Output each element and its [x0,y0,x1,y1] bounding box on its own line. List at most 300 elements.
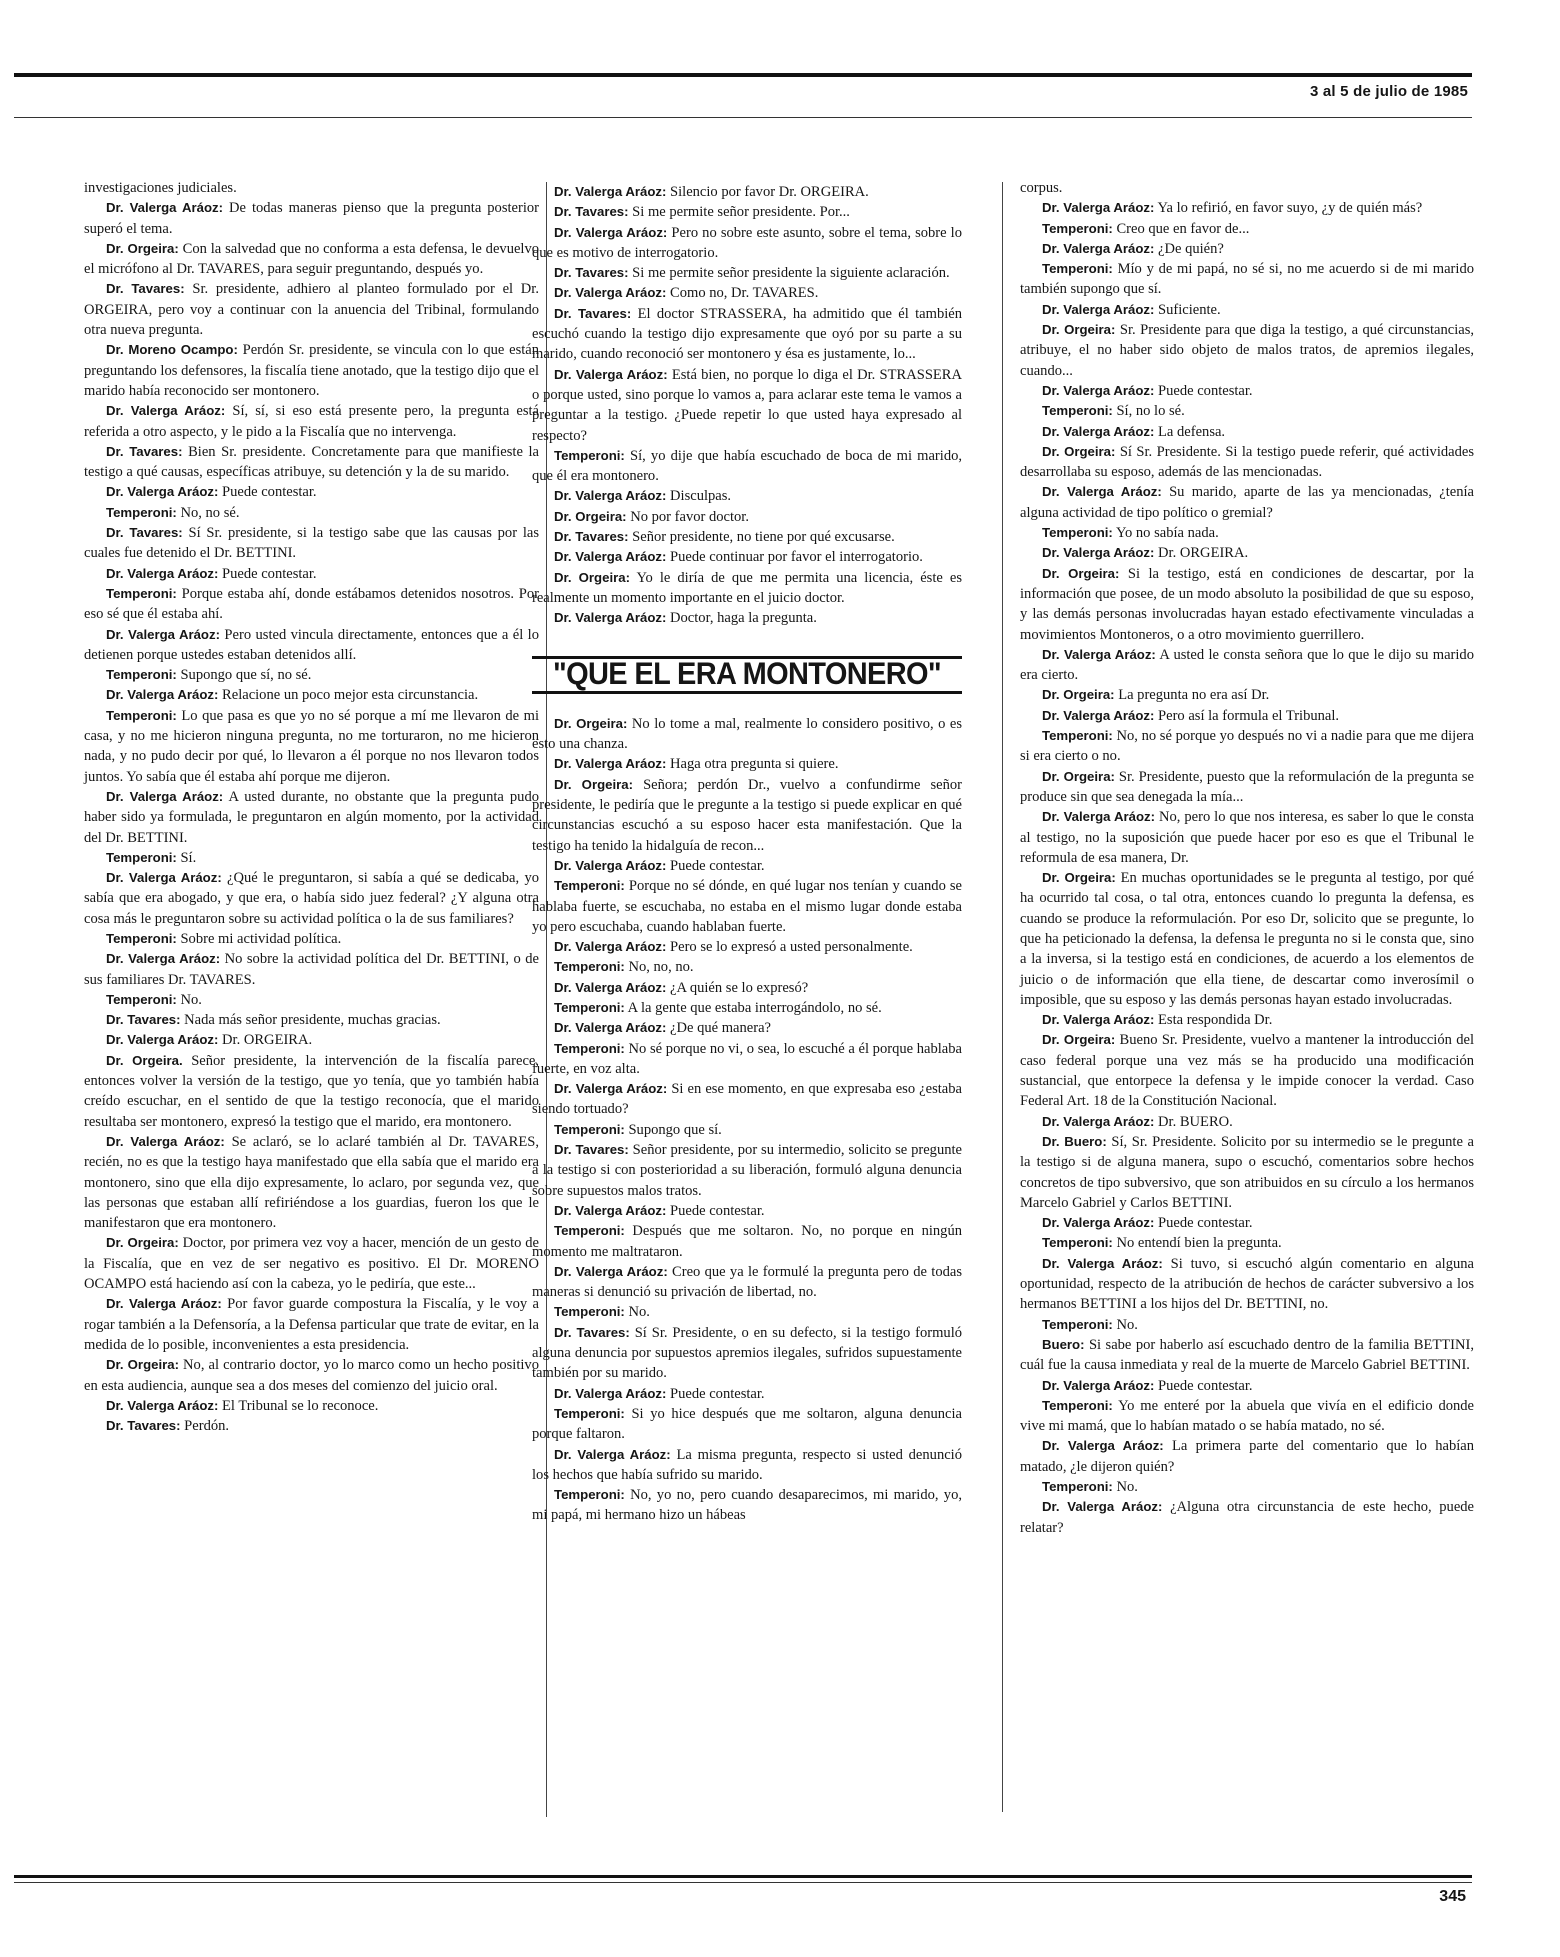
speaker-name: Dr. Valerga Aráoz: [554,366,668,382]
transcript-paragraph [1020,401,1474,421]
speaker-name: Dr. Valerga Aráoz: [106,200,224,216]
speech-text: Dr. ORGEIRA. [1158,545,1249,562]
speech-text: Sobre mi actividad política. [180,930,342,947]
transcript-paragraph [84,1132,539,1233]
speech-text: Señor presidente, no tiene por qué excusarse. [632,529,895,546]
transcript-paragraph [1020,1254,1474,1315]
transcript-paragraph [532,446,962,487]
transcript-paragraph [532,202,962,222]
speaker-name: Temperoni: [554,1304,625,1320]
transcript-paragraph [532,486,962,506]
speech-text: No, no sé porque yo después no vi a nadie para que me dijera si era cierto o no. [1020,728,1474,765]
transcript-paragraph [532,856,962,876]
speech-text: Nada más señor presidente, muchas gracias. [184,1012,441,1029]
transcript-paragraph [532,1221,962,1262]
transcript-paragraph [1020,1132,1474,1213]
speaker-name: Dr. Valerga Aráoz: [106,484,219,500]
speech-text: Si sabe por haberlo así escuchado dentro de la familia BETTINI, cuál fue la causa inmediata y real de la muerte de Marcelo Gabriel BETTINI. [1020,1336,1474,1374]
speech-text: Lo que pasa es que yo no sé porque a mí me llevaron de mi casa, y no me hicieron ninguna pregunta, no me torturaron, no me hicieron nada, y no pudo decir por qué, lo llevaron a él porque no nos llevaron todos juntos. Yo sabía que él estaba ahí porque me dijeron. [84,707,540,785]
transcript-paragraph [1020,726,1474,767]
speaker-name: Temperoni: [554,1405,625,1421]
speech-text: Supongo que sí. [628,1121,722,1138]
speech-text: No, yo no, pero cuando desaparecimos, mi marido, yo, mi papá, mi hermano hizo un hábeas [532,1487,962,1524]
speaker-name: Dr. Valerga Aráoz: [106,1397,219,1413]
transcript-paragraph [1020,523,1474,543]
transcript-paragraph [1020,1030,1474,1111]
transcript-paragraph [1020,300,1474,320]
speech-text: ¿De quién? [1158,240,1224,257]
speaker-name: Temperoni: [1042,1235,1113,1251]
speaker-name: Dr. Valerga Aráoz: [554,939,667,955]
speaker-name: Dr. Valerga Aráoz: [1042,1012,1155,1028]
transcript-paragraph [532,304,962,365]
page-number: 345 [1439,1888,1466,1905]
transcript-paragraph [532,1323,962,1384]
speech-text: Mío y de mi papá, no sé si, no me acuerdo si de mi marido también supongo que sí. [1020,261,1474,298]
speech-text: Su marido, aparte de las ya mencionadas, ¿tenía alguna actividad de tipo político o gremial? [1020,484,1474,521]
speech-text: No entendí bien la pregunta. [1116,1235,1282,1252]
speech-text: Puede contestar. [670,1202,765,1219]
transcript-paragraph [84,1051,539,1132]
speaker-name: Dr. Orgeira: [106,1357,179,1373]
transcript-paragraph [1020,1436,1474,1477]
speaker-name: Dr. Valerga Aráoz: [106,565,219,581]
transcript-paragraph [1020,1396,1474,1437]
speech-text: Como no, Dr. TAVARES. [670,285,819,302]
transcript-paragraph [1020,1477,1474,1497]
speaker-name: Dr. Valerga Aráoz: [1042,1113,1155,1129]
speech-text: Pero no sobre este asunto, sobre el tema, sobre lo que es motivo de interrogatorio. [532,224,963,261]
speech-text: Puede contestar. [222,565,317,582]
speaker-name: Dr. Valerga Aráoz: [554,1020,667,1036]
speech-text: En muchas oportunidades se le pregunta al testigo, por qué ha ocurrido tal cosa, o tal otra, entonces cuando lo pregunta la defensa, es cuando se produce la reformulación. Por eso Dr, solicito que se pregunte, lo que ha peticionado la defensa, la defensa le pregunta no si le consta que, sino a la inversa, si la testigo está en condiciones, de acuerdo a los elementos de juicio o de información que ella tiene, de descartar como inverosímil o imposible, que su esposo y las demás personas hayan estado involucradas. [1020,870,1474,1008]
speaker-name: Dr. Orgeira: [1042,768,1115,784]
speaker-name: Dr. Tavares: [106,1418,181,1434]
speaker-name: Dr. Valerga Aráoz: [1042,382,1155,398]
speaker-name: Dr. Tavares: [554,529,629,545]
speech-text: Sr. presidente, adhiero al planteo formulado por el Dr. ORGEIRA, pero voy a continuar con la anuencia del Tribinal, formulando otra nueva pregunta. [84,281,539,339]
speaker-name: Dr. Tavares: [554,1142,629,1158]
speaker-name: Temperoni: [1042,1397,1113,1413]
speech-text: Sr. Presidente para que diga la testigo, a qué circunstancias, atribuye, el no haber sido objeto de malos tratos, de apremios ilegales, cuando... [1020,322,1475,379]
transcript-paragraph [84,868,539,929]
column-1 [84,178,539,1436]
speaker-name: Dr. Valerga Aráoz: [106,626,220,642]
speaker-name: Dr. Valerga Aráoz: [1042,1215,1155,1231]
speech-text: A la gente que estaba interrogándolo, no sé. [627,999,882,1016]
transcript-paragraph [84,1233,539,1294]
transcript-paragraph [1020,239,1474,259]
speech-text: Señora; perdón Dr., vuelvo a confundirme señor presidente, le pediría que le pregunte a la testigo si puede explicar en qué circunstancias escuchó a su esposo hacer esta manifestación. Que la testigo ha tenido la hidalguía de recon... [532,776,963,854]
transcript-paragraph [84,625,539,666]
speech-text: A usted le consta señora que lo que le dijo su marido era cierto. [1020,646,1474,684]
transcript-paragraph [532,547,962,567]
speaker-name: Dr. Orgeira: [1042,870,1116,886]
speech-text: Yo me enteré por la abuela que vivía en el edificio donde vive mi mamá, que lo habían matado o se había matado, no sé. [1020,1397,1474,1435]
speaker-name: Dr. Moreno Ocampo: [106,342,238,358]
speech-text: Doctor, por primera vez voy a hacer, mención de un gesto de la Fiscalía, que en vez de ser negativo es positivo. El Dr. MORENO OCAMPO está haciendo así con la cabeza, yo le pediría, que este... [84,1235,539,1293]
speaker-name: Dr. Valerga Aráoz: [554,756,667,772]
transcript-paragraph [532,714,962,755]
transcript-paragraph [532,1018,962,1038]
speaker-name: Temperoni: [1042,1479,1113,1494]
footer-rule-thin [14,1882,1472,1883]
transcript-paragraph [1020,320,1474,381]
transcript-paragraph [1020,706,1474,726]
speaker-name: Temperoni: [554,1487,625,1503]
speech-text: Creo que en favor de... [1116,220,1250,237]
speaker-name: Dr. Valerga Aráoz: [1042,240,1155,256]
speech-text: Sí. [180,849,197,866]
transcript-paragraph [84,1416,539,1436]
speaker-name: Dr. Valerga Aráoz: [1042,423,1155,439]
transcript-paragraph [84,239,539,280]
speech-text: Dr. ORGEIRA. [222,1032,313,1049]
speech-text: Bueno Sr. Presidente, vuelvo a mantener la introducción del caso federal porque una vez más se ha producido una modificación sustancial, que entorpece la defensa y le impide conocer la verdad. Caso Federal Art. 18 de la Constitución Nacional. [1020,1032,1474,1110]
transcript-paragraph [84,1294,539,1355]
column-2-lower [532,714,962,1526]
speech-text: Haga otra pregunta si quiere. [670,756,839,773]
transcript-paragraph [532,1201,962,1221]
speech-text: Sí, Sr. Presidente. Solicito por su intermedio se le pregunte a la testigo si de alguna manera, supo o escuchó, comentarios sobre hechos concretos de tipo subversivo, que son atribuidos en su círculo a los hermanos Marcelo Gabriel y Carlos BETTINI. [1020,1133,1475,1211]
transcript-paragraph [84,929,539,949]
transcript-paragraph [532,223,962,264]
speech-text: Se aclaró, se lo aclaré también al Dr. TAVARES, recién, no es que la testigo haya manifestado que ella sabía que el marido era montonero, sino que ella dijo expresamente, lo aclaro, por segunda vez, que las personas que estaban allí refiriéndose a los guardias, fueron los que le manifestaron que era montonero. [84,1133,540,1232]
transcript-paragraph [84,178,539,198]
transcript-paragraph [84,787,539,848]
speaker-name: Dr. Orgeira: [1042,687,1115,703]
transcript-paragraph [84,442,539,483]
speaker-name: Temperoni: [554,959,625,975]
speech-text: Señor presidente, por su intermedio, solicito se pregunte a la testigo si con posterioridad a su liberación, formuló alguna denuncia sobre supuestos malos tratos. [532,1142,963,1199]
transcript-paragraph [532,937,962,957]
column-2 [532,182,962,1526]
transcript-paragraph [532,1079,962,1120]
transcript-paragraph [532,978,962,998]
speech-text: Si me permite señor presidente la siguiente aclaración. [632,265,950,282]
speech-text: Si en ese momento, en que expresaba eso ¿estaba siendo tortuado? [532,1081,962,1118]
transcript-paragraph [84,523,539,564]
transcript-paragraph [84,279,539,340]
speaker-name: Temperoni: [554,999,625,1015]
speaker-name: Temperoni: [554,1121,625,1137]
transcript-paragraph [84,564,539,584]
speaker-name: Dr. Orgeira: [554,776,633,792]
speech-text: Puede contestar. [222,484,317,501]
transcript-paragraph [84,1030,539,1050]
speaker-name: Dr. Orgeira: [1042,565,1120,581]
transcript-paragraph [1020,1497,1474,1538]
speaker-name: Dr. Tavares: [554,1324,630,1340]
speaker-name: Dr. Valerga Aráoz: [1042,1438,1164,1454]
speech-text: Relacione un poco mejor esta circunstancia. [222,687,479,704]
speech-text: No sé porque no vi, o sea, lo escuché a él porque hablaba fuerte, en voz alta. [532,1040,962,1077]
transcript-paragraph [1020,767,1474,808]
transcript-paragraph [1020,219,1474,239]
speaker-name: Dr. Valerga Aráoz: [554,184,667,199]
speech-text: La defensa. [1158,423,1226,440]
column-3 [1020,178,1474,1538]
speaker-name: Dr. Tavares: [106,281,185,297]
speaker-name: Dr. Valerga Aráoz: [554,1263,668,1279]
transcript-paragraph [1020,685,1474,705]
transcript-paragraph [532,957,962,977]
transcript-paragraph [532,1140,962,1201]
speaker-name: Dr. Tavares: [554,204,629,220]
speaker-name: Temperoni: [106,504,177,520]
speech-text: Pero así la formula el Tribunal. [1158,707,1340,724]
speech-text: Después que me soltaron. No, no porque en ningún momento me maltrataron. [532,1223,963,1260]
speaker-name: Dr. Orgeira. [106,1052,183,1068]
transcript-paragraph [1020,1376,1474,1396]
speaker-name: Dr. Valerga Aráoz: [106,1133,225,1149]
speech-text: La primera parte del comentario que lo habían matado, ¿le dijeron quién? [1020,1438,1474,1475]
transcript-paragraph [84,1010,539,1030]
speech-text: No sobre la actividad política del Dr. BETTINI, o de sus familiares Dr. TAVARES. [84,951,539,988]
speaker-name: Temperoni: [106,991,177,1007]
speech-text: Suficiente. [1158,301,1221,318]
speech-text: investigaciones judiciales. [84,180,237,196]
speaker-name: Dr. Orgeira: [554,715,628,731]
speaker-name: Dr. Valerga Aráoz: [1042,707,1155,723]
speech-text: Sí, sí, si eso está presente pero, la pregunta está referida a otro aspecto, y le pido a la Fiscalía que no intervenga. [84,403,539,440]
speaker-name: Dr. Valerga Aráoz: [1042,809,1156,825]
transcript-paragraph [532,527,962,547]
speech-text: Creo que ya le formulé la pregunta pero de todas maneras si denunció su privación de libertad, no. [532,1263,962,1301]
speaker-name: Dr. Valerga Aráoz: [554,549,667,565]
transcript-paragraph [1020,1335,1474,1376]
speech-text: Sí Sr. Presidente, o en su defecto, si la testigo formuló alguna denuncia por supuestos apremios ilegales, sufridos supuestamente también por su marido. [532,1324,963,1382]
transcript-paragraph [1020,1112,1474,1132]
transcript-paragraph [532,1384,962,1404]
speaker-name: Dr. Orgeira: [554,508,627,524]
transcript-paragraph [84,503,539,523]
speech-text: Supongo que sí, no sé. [180,667,312,684]
speech-text: Yo no sabía nada. [1115,525,1219,542]
transcript-paragraph [84,685,539,705]
transcript-paragraph [532,876,962,937]
speaker-name: Temperoni: [1042,261,1113,277]
speech-text: ¿De qué manera? [670,1020,771,1037]
transcript-paragraph [84,340,539,401]
speech-text: No por favor doctor. [630,508,749,525]
speech-text: No, no, no. [628,959,694,976]
speech-text: A usted durante, no obstante que la pregunta pudo haber sido ya formulada, le preguntaron en algún momento, por la actividad del Dr. BETTINI. [84,788,539,846]
speaker-name: Dr. Valerga Aráoz: [106,1032,219,1048]
speaker-name: Dr. Tavares: [106,1012,181,1028]
speaker-name: Dr. Valerga Aráoz: [554,224,668,240]
transcript-paragraph [1020,564,1474,645]
speaker-name: Dr. Tavares: [554,305,632,321]
speaker-name: Temperoni: [554,1223,625,1239]
speaker-name: Dr. Valerga Aráoz: [106,687,219,703]
transcript-paragraph [532,365,962,446]
speech-text: ¿Alguna otra circunstancia de este hecho, puede relatar? [1020,1499,1475,1536]
speaker-name: Dr. Valerga Aráoz: [554,1081,668,1097]
transcript-paragraph [532,507,962,527]
speaker-name: Dr. Valerga Aráoz: [554,857,667,873]
transcript-paragraph [532,608,962,628]
speech-text: Sr. Presidente, puesto que la reformulación de la pregunta se produce sin que sea denegada la mía... [1020,768,1474,805]
speech-text: Sí Sr. presidente, si la testigo sabe que las causas por las cuales fue detenido el Dr. BETTINI. [84,525,539,562]
transcript-paragraph [84,1396,539,1416]
speaker-name: Dr. Valerga Aráoz: [106,403,226,419]
speaker-name: Dr. Orgeira: [1042,322,1116,338]
footer-rule [14,1875,1472,1878]
speech-text: ¿Qué le preguntaron, si sabía a qué se dedicaba, yo sabía que era abogado, y que era, o había sido juez federal? ¿Y alguna otra cosa más le preguntaron sobre su actividad política o la de sus familiares? [84,870,539,927]
speaker-name: Dr. Valerga Aráoz: [554,285,667,301]
transcript-paragraph [532,1039,962,1080]
speaker-name: Dr. Tavares: [106,525,183,541]
speech-text: Yo le diría de que me permita una licencia, éste es realmente un momento importante en el juicio doctor. [532,569,962,606]
speech-text: Silencio por favor Dr. ORGEIRA. [670,184,869,200]
speaker-name: Dr. Valerga Aráoz: [554,488,667,504]
transcript-paragraph [532,263,962,283]
transcript-paragraph [532,283,962,303]
speech-text: No, al contrario doctor, yo lo marco como un hecho positivo en esta audiencia, aunque sea a dos meses del comienzo del juicio oral. [84,1357,539,1394]
speech-text: No. [180,991,202,1008]
transcript-paragraph [1020,442,1474,483]
transcript-paragraph [1020,482,1474,523]
speech-text: Si yo hice después que me soltaron, alguna denuncia porque faltaron. [532,1405,962,1443]
transcript-paragraph [1020,1010,1474,1030]
speech-text: De todas maneras pienso que la pregunta posterior superó el tema. [84,200,539,237]
speech-text: Sí, yo dije que había escuchado de boca de mi marido, que él era montonero. [532,447,962,485]
speaker-name: Temperoni: [106,585,177,601]
transcript-paragraph [532,1445,962,1486]
transcript-paragraph [532,998,962,1018]
speaker-name: Temperoni: [106,849,177,865]
transcript-paragraph [1020,1233,1474,1253]
transcript-paragraph [532,1404,962,1445]
speech-text: corpus. [1020,180,1063,196]
transcript-paragraph [532,1120,962,1140]
speaker-name: Dr. Valerga Aráoz: [554,979,667,995]
transcript-paragraph [532,775,962,856]
speech-text: Puede contestar. [670,857,765,874]
speaker-name: Dr. Valerga Aráoz: [554,1385,667,1401]
speaker-name: Temperoni: [1042,1316,1113,1332]
speaker-name: Dr. Valerga Aráoz: [1042,545,1155,561]
transcript-paragraph [84,401,539,442]
transcript-paragraph [532,1485,962,1526]
speech-text: Puede contestar. [1158,1215,1253,1232]
speech-text: Pero usted vincula directamente, entonces que a él lo detienen porque ustedes estaban detenidos allí. [84,626,539,663]
transcript-paragraph [532,182,962,202]
transcript-paragraph [84,990,539,1010]
speech-text: El Tribunal se lo reconoce. [222,1397,379,1414]
transcript-paragraph [1020,381,1474,401]
transcript-paragraph [84,706,539,787]
speech-text: Esta respondida Dr. [1158,1012,1273,1029]
speaker-name: Temperoni: [106,930,177,946]
transcript-paragraph [1020,543,1474,563]
speaker-name: Dr. Orgeira: [554,569,630,585]
transcript-paragraph [532,754,962,774]
speech-text: Está bien, no porque lo diga el Dr. STRASSERA o porque usted, sino porque lo vamos a, para aclarar este tema le vamos a preguntar a la testigo. ¿Puede repetir lo que usted haya expresado al respecto? [532,366,962,444]
transcript-paragraph [84,1355,539,1396]
speaker-name: Dr. Valerga Aráoz: [554,1446,671,1462]
speech-text: Doctor, haga la pregunta. [670,610,817,627]
speech-text: Pero se lo expresó a usted personalmente. [670,939,913,956]
speech-text: El doctor STRASSERA, ha admitido que él también escuchó cuando la testigo dijo expresamente que oyó por su parte a su marido, cuando reconoció ser montonero y ésa es justamente, lo... [532,305,963,363]
speaker-name: Dr. Valerga Aráoz: [1042,200,1155,216]
speaker-name: Buero: [1042,1336,1085,1352]
transcript-paragraph [84,949,539,990]
speech-text: Por favor guarde compostura la Fiscalía, y le voy a rogar también a la Defensoría, a la Defensa particular que trate de evitar, en la medida de lo posible, inconvenientes a esta presidencia. [84,1296,539,1353]
section-heading-box [532,656,962,694]
speaker-name: Dr. Valerga Aráoz: [106,870,222,886]
transcript-paragraph [84,482,539,502]
speech-text: Sí, no lo sé. [1116,403,1185,420]
speech-text: Perdón Sr. presidente, se vincula con lo que están preguntando los defensores, la fiscalía tiene anotado, que la testigo dijo que el marido había reconocido ser montonero. [84,342,539,399]
speaker-name: Temperoni: [554,1040,625,1056]
speech-text: Perdón. [184,1418,230,1435]
speech-text: Señor presidente, la intervención de la fiscalía parece, entonces volver la versión de la testigo, que yo tenía, que yo también había creído escuchar, en el sentido de que la testigo reconocía, que el marido resultaba ser montonero, expresó la testigo que el marido, era montonero. [84,1052,539,1130]
speech-text: No. [628,1304,650,1321]
transcript-paragraph [532,1262,962,1303]
speaker-name: Dr. Valerga Aráoz: [106,788,224,804]
speech-text: No. [1116,1316,1138,1333]
speech-text: Bien Sr. presidente. Concretamente para que manifieste la testigo a qué causas, específicas atribuye, su detención y la de su marido. [84,443,539,481]
speaker-name: Temperoni: [1042,403,1113,419]
speech-text: Sí Sr. Presidente. Si la testigo puede referir, qué actividades desarrollaba su esposo, además de las mencionadas. [1020,443,1474,481]
speaker-name: Dr. Valerga Aráoz: [1042,646,1156,662]
speech-text: Si me permite señor presidente. Por... [632,204,850,221]
transcript-paragraph [1020,178,1474,198]
speech-text: Porque estaba ahí, donde estábamos detenidos nosotros. Por eso sé que él estaba ahí. [84,585,540,623]
speech-text: No, no sé. [180,504,240,521]
speaker-name: Dr. Valerga Aráoz: [1042,484,1162,500]
speaker-name: Dr. Buero: [1042,1133,1107,1149]
speaker-name: Temperoni: [106,667,177,683]
speech-text: Puede contestar. [1158,1377,1253,1394]
speaker-name: Dr. Valerga Aráoz: [554,1202,667,1218]
speech-text: No. [1116,1479,1138,1495]
speaker-name: Dr. Orgeira: [1042,1032,1116,1048]
transcript-paragraph [84,665,539,685]
transcript-paragraph [1020,259,1474,300]
speaker-name: Dr. Tavares: [106,443,183,459]
speaker-name: Temperoni: [106,707,177,723]
speaker-name: Dr. Valerga Aráoz: [554,610,667,626]
speech-text: Si la testigo, está en condiciones de descartar, por la información que posee, de un modo absoluto la posibilidad de que su esposo, y las demás personas involucradas hayan estado efectivamente vinculadas a movimientos Montoneros, o a otro movimiento guerrillero. [1020,565,1475,643]
speech-text: ¿A quién se lo expresó? [670,979,809,996]
speech-text: Porque no sé dónde, en qué lugar nos tenían y cuando se hablaba fuerte, se escuchaba, no estaba en el mismo lugar donde estaba yo pero escuchaba, cuando hablaban fuerte. [532,878,962,935]
speech-text: No lo tome a mal, realmente lo considero positivo, o es esto una chanza. [532,715,963,753]
speech-text: Puede continuar por favor el interrogatorio. [670,549,923,566]
issue-date: 3 al 5 de julio de 1985 [1309,83,1468,100]
speaker-name: Temperoni: [554,878,625,894]
transcript-paragraph [1020,868,1474,1010]
column-2-upper [532,182,962,629]
speaker-name: Dr. Valerga Aráoz: [1042,301,1155,317]
speaker-name: Temperoni: [1042,220,1113,236]
speaker-name: Dr. Valerga Aráoz: [106,1296,222,1312]
speech-text: La pregunta no era así Dr. [1118,687,1270,704]
speech-text: Puede contestar. [670,1385,765,1402]
speaker-name: Dr. Orgeira: [106,1235,179,1251]
speaker-name: Dr. Valerga Aráoz: [106,951,221,967]
transcript-paragraph [1020,422,1474,442]
transcript-paragraph [1020,1213,1474,1233]
speaker-name: Temperoni: [1042,728,1113,744]
transcript-paragraph [532,568,962,609]
speech-text: Si tuvo, si escuchó algún comentario en alguna oportunidad, respecto de la atribución de hechos de carácter subversivo a los hermanos BETTINI a los hijos del Dr. BETTINI, no. [1020,1255,1474,1313]
transcript-paragraph [1020,1315,1474,1335]
speech-text: Con la salvedad que no conforma a esta defensa, le devuelvo el micrófono al Dr. TAVARES, para seguir preguntando, después yo. [84,240,540,278]
speaker-name: Dr. Valerga Aráoz: [1042,1255,1163,1271]
